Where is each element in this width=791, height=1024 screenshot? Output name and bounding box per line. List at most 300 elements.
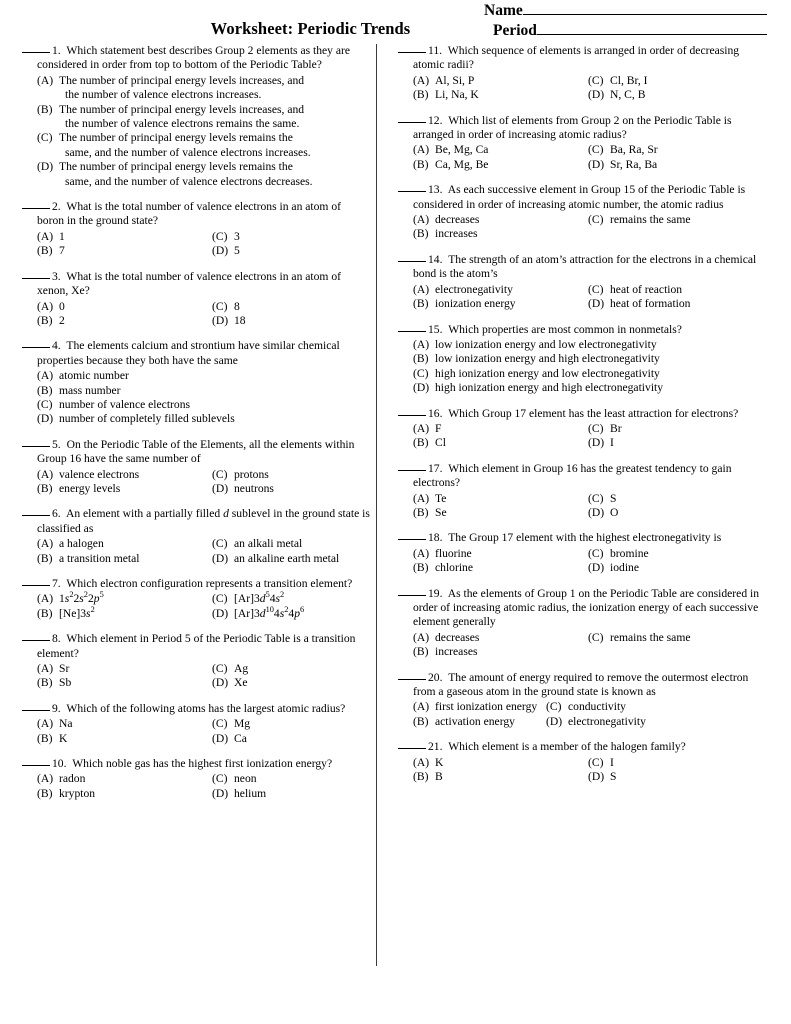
option-letter: (C) — [588, 143, 604, 157]
answer-option[interactable] — [413, 213, 588, 227]
option-text-continued: the number of valence electrons increases. — [65, 88, 262, 102]
option-letter: (B) — [37, 676, 53, 690]
option-text: $1s^22s^22p^5$ — [59, 590, 104, 606]
answer-blank[interactable] — [22, 208, 50, 209]
option-letter: (B) — [413, 645, 429, 659]
option-text: high ionization energy and high electronegativity — [435, 381, 664, 395]
answer-options — [22, 300, 370, 329]
question-text: Which list of elements from Group 2 on the Periodic Table is arranged in order of increasing atomic radius? — [413, 113, 732, 142]
option-letter: (C) — [546, 700, 562, 714]
option-letter: (B) — [37, 313, 53, 327]
option-text: protons — [234, 467, 269, 481]
option-letter: (A) — [413, 143, 430, 157]
question-stem — [398, 740, 770, 754]
option-text: 3 — [234, 229, 240, 243]
answer-option[interactable] — [212, 787, 370, 801]
answer-option[interactable] — [212, 717, 370, 731]
answer-blank[interactable] — [398, 52, 426, 53]
question-number: 13. — [428, 183, 443, 197]
option-text: Te — [435, 491, 447, 505]
option-text: 2 — [59, 313, 65, 327]
answer-blank[interactable] — [398, 748, 426, 749]
option-letter: (B) — [413, 227, 429, 241]
answer-blank[interactable] — [22, 278, 50, 279]
name-label: Name — [484, 2, 523, 19]
answer-option[interactable] — [37, 160, 370, 189]
answer-option[interactable] — [37, 772, 212, 786]
answer-option[interactable] — [37, 314, 212, 328]
option-text: I — [610, 755, 614, 769]
question-text: Which element in Group 16 has the greatest tendency to gain electrons? — [413, 461, 732, 490]
question-stem — [22, 438, 370, 467]
option-text: Na — [59, 717, 73, 731]
question-item — [398, 407, 770, 451]
column-divider — [376, 44, 377, 966]
option-text: increases — [435, 645, 478, 659]
answer-option[interactable] — [588, 213, 770, 227]
answer-option[interactable] — [212, 468, 370, 482]
option-text: Sr, Ra, Ba — [610, 157, 658, 171]
period-label: Period — [493, 22, 537, 39]
name-field-row — [484, 1, 767, 20]
option-letter: (D) — [588, 505, 605, 519]
answer-option[interactable] — [212, 482, 370, 496]
option-text: Ca, Mg, Be — [435, 157, 489, 171]
option-letter: (A) — [37, 592, 54, 606]
answer-option[interactable] — [212, 537, 370, 551]
option-letter: (C) — [588, 546, 604, 560]
option-text: helium — [234, 786, 267, 800]
answer-option[interactable] — [212, 230, 370, 244]
option-letter: (A) — [37, 73, 54, 87]
question-stem — [398, 531, 770, 545]
answer-option[interactable] — [413, 436, 588, 450]
answer-option[interactable] — [37, 300, 212, 314]
question-number: 12. — [428, 113, 443, 127]
option-letter: (D) — [212, 786, 229, 800]
answer-option[interactable] — [37, 717, 212, 731]
option-letter: (A) — [413, 546, 430, 560]
question-item — [398, 44, 770, 103]
option-text: fluorine — [435, 546, 472, 560]
option-letter: (A) — [37, 467, 54, 481]
option-text: S — [610, 491, 617, 505]
option-letter: (B) — [413, 770, 429, 784]
name-input-line[interactable] — [523, 1, 767, 15]
question-item — [398, 183, 770, 242]
answer-option[interactable] — [413, 645, 588, 659]
answer-option[interactable] — [37, 552, 212, 566]
answer-option[interactable] — [413, 88, 588, 102]
answer-option[interactable] — [37, 230, 212, 244]
option-letter: (C) — [588, 282, 604, 296]
question-item — [22, 702, 370, 746]
option-letter: (D) — [212, 481, 229, 495]
option-text: Cl, Br, I — [610, 73, 648, 87]
option-letter: (A) — [37, 772, 54, 786]
answer-option[interactable] — [588, 492, 770, 506]
answer-option[interactable] — [212, 244, 370, 258]
option-text: Al, Si, P — [435, 73, 475, 87]
answer-options — [22, 592, 370, 621]
option-letter: (C) — [212, 537, 228, 551]
option-text: iodine — [610, 561, 639, 575]
option-text: 18 — [234, 313, 246, 327]
option-letter: (D) — [212, 676, 229, 690]
answer-option[interactable] — [413, 367, 770, 381]
question-number: 11. — [428, 44, 443, 57]
option-letter: (A) — [413, 213, 430, 227]
answer-option[interactable] — [37, 604, 212, 621]
question-stem — [22, 339, 370, 368]
option-letter: (C) — [37, 397, 53, 411]
question-number: 18. — [428, 531, 443, 545]
question-item — [398, 531, 770, 575]
question-item — [398, 740, 770, 784]
question-text: Which element is a member of the halogen family? — [445, 740, 686, 754]
question-stem — [398, 114, 770, 143]
answer-options — [398, 143, 770, 172]
option-text: Ag — [234, 662, 249, 676]
question-number: 1. — [52, 44, 61, 57]
question-item — [22, 438, 370, 497]
option-text: 1 — [59, 229, 65, 243]
question-text: Which sequence of elements is arranged in order of decreasing atomic radii? — [413, 44, 740, 72]
option-text: decreases — [435, 213, 480, 227]
question-number: 19. — [428, 586, 443, 600]
option-letter: (D) — [588, 157, 605, 171]
answer-option[interactable] — [37, 662, 212, 676]
option-text: N, C, B — [610, 88, 646, 102]
answer-option[interactable] — [413, 143, 588, 157]
answer-option[interactable] — [37, 369, 370, 383]
option-letter: (A) — [37, 537, 54, 551]
option-text: 8 — [234, 299, 240, 313]
question-text: Which Group 17 element has the least attraction for electrons? — [445, 406, 739, 420]
answer-option[interactable] — [37, 537, 212, 551]
answer-options — [398, 756, 770, 785]
answer-option[interactable] — [37, 732, 212, 746]
answer-option[interactable] — [212, 314, 370, 328]
answer-option[interactable] — [37, 244, 212, 258]
answer-option[interactable] — [413, 381, 770, 395]
option-text: an alkaline earth metal — [234, 551, 340, 565]
option-text: 5 — [234, 244, 240, 258]
answer-option[interactable] — [413, 715, 546, 729]
question-stem — [22, 632, 370, 661]
answer-option[interactable] — [212, 300, 370, 314]
option-text: The number of principal energy levels increases, and — [59, 102, 305, 116]
answer-option[interactable] — [37, 384, 370, 398]
option-text: Ca — [234, 731, 247, 745]
answer-option[interactable] — [413, 492, 588, 506]
answer-option[interactable] — [37, 468, 212, 482]
question-column-left — [22, 44, 370, 801]
option-letter: (D) — [413, 381, 430, 395]
question-item — [398, 253, 770, 312]
question-text: As the elements of Group 1 on the Periodic Table are considered in order of increasing atomic radius, the ionization energy of each successive element generally — [413, 586, 760, 629]
option-letter: (A) — [37, 662, 54, 676]
answer-option[interactable] — [37, 131, 370, 160]
answer-options — [398, 213, 770, 242]
option-letter: (A) — [413, 755, 430, 769]
question-text: Which electron configuration represents a transition element? — [63, 577, 353, 590]
option-text: heat of reaction — [610, 282, 683, 296]
option-letter: (D) — [212, 244, 229, 258]
student-info-block — [484, 1, 767, 41]
option-text: high ionization energy and low electronegativity — [435, 366, 660, 380]
answer-option[interactable] — [212, 552, 370, 566]
answer-option[interactable] — [413, 631, 588, 645]
question-number: 4. — [52, 339, 61, 353]
answer-option[interactable] — [413, 283, 588, 297]
answer-option[interactable] — [37, 787, 212, 801]
answer-blank[interactable] — [22, 347, 50, 348]
answer-option[interactable] — [212, 772, 370, 786]
option-text: F — [435, 421, 442, 435]
question-number: 3. — [52, 269, 61, 283]
question-number: 8. — [52, 632, 61, 646]
answer-option[interactable] — [37, 74, 370, 103]
question-number: 17. — [428, 461, 443, 475]
answer-option[interactable] — [413, 756, 588, 770]
question-item — [22, 44, 370, 189]
answer-option[interactable] — [588, 88, 770, 102]
option-text: atomic number — [59, 369, 129, 383]
answer-blank[interactable] — [22, 446, 50, 447]
answer-option[interactable] — [37, 676, 212, 690]
answer-option[interactable] — [37, 412, 370, 426]
option-letter: (B) — [413, 352, 429, 366]
answer-blank[interactable] — [22, 765, 50, 766]
question-text: As each successive element in Group 15 of the Periodic Table is considered in order of increasing atomic number, the atomic radius — [413, 183, 746, 211]
answer-option[interactable] — [413, 74, 588, 88]
option-text: an alkali metal — [234, 537, 303, 551]
answer-option[interactable] — [212, 662, 370, 676]
question-item — [22, 270, 370, 329]
question-number: 16. — [428, 406, 443, 420]
answer-option[interactable] — [588, 143, 770, 157]
option-text: remains the same — [610, 630, 691, 644]
answer-blank[interactable] — [398, 191, 426, 192]
answer-blank[interactable] — [398, 539, 426, 540]
option-text: heat of formation — [610, 297, 691, 311]
answer-blank[interactable] — [398, 122, 426, 123]
answer-option[interactable] — [588, 283, 770, 297]
answer-options — [22, 662, 370, 691]
question-text: The amount of energy required to remove the outermost electron from a gaseous atom in the ground state is known as — [413, 670, 749, 699]
question-stem — [398, 253, 770, 282]
question-text: The Group 17 element with the highest electronegativity is — [445, 531, 722, 545]
option-letter: (D) — [588, 770, 605, 784]
option-letter: (D) — [546, 714, 563, 728]
answer-option[interactable] — [413, 770, 588, 784]
option-letter: (B) — [413, 88, 429, 102]
answer-option[interactable] — [413, 422, 588, 436]
question-number: 5. — [52, 437, 61, 451]
answer-options — [22, 717, 370, 746]
option-letter: (A) — [37, 229, 54, 243]
question-text: Which properties are most common in nonmetals? — [445, 322, 682, 336]
answer-blank[interactable] — [398, 415, 426, 416]
answer-option[interactable] — [37, 398, 370, 412]
answer-blank[interactable] — [22, 585, 50, 586]
answer-options — [398, 422, 770, 451]
question-stem — [22, 507, 370, 536]
option-letter: (C) — [588, 213, 604, 227]
option-text: a transition metal — [59, 551, 140, 565]
option-text-continued: same, and the number of valence electrons decreases. — [65, 174, 313, 188]
answer-blank[interactable] — [398, 261, 426, 262]
option-letter: (C) — [588, 73, 604, 87]
answer-option[interactable] — [413, 297, 588, 311]
option-letter: (A) — [413, 282, 430, 296]
option-text: chlorine — [435, 561, 473, 575]
option-letter: (B) — [37, 481, 53, 495]
question-text: Which statement best describes Group 2 elements as they are considered in order from top to bottom of the Periodic Table? — [37, 44, 351, 72]
answer-option[interactable] — [37, 103, 370, 132]
answer-blank[interactable] — [22, 52, 50, 53]
answer-option[interactable] — [588, 436, 770, 450]
answer-option[interactable] — [588, 561, 770, 575]
answer-option[interactable] — [413, 561, 588, 575]
answer-option[interactable] — [588, 158, 770, 172]
question-stem — [22, 44, 370, 73]
option-letter: (C) — [212, 299, 228, 313]
option-letter: (A) — [37, 299, 54, 313]
question-text: What is the total number of valence electrons in an atom of boron in the ground state? — [37, 200, 342, 228]
answer-option[interactable] — [212, 592, 370, 606]
period-input-line[interactable] — [537, 21, 767, 35]
answer-option[interactable] — [212, 676, 370, 690]
question-stem — [398, 671, 770, 700]
option-text: B — [435, 770, 443, 784]
answer-option[interactable] — [413, 547, 588, 561]
answer-blank[interactable] — [398, 470, 426, 471]
question-stem — [398, 323, 770, 337]
option-text: Br — [610, 421, 622, 435]
worksheet-header — [0, 0, 791, 42]
answer-blank[interactable] — [22, 515, 50, 516]
option-letter: (D) — [212, 313, 229, 327]
answer-options — [22, 230, 370, 259]
page-title: Worksheet: Periodic Trends — [210, 19, 411, 38]
answer-option[interactable] — [588, 770, 770, 784]
option-letter: (A) — [413, 630, 430, 644]
answer-option[interactable] — [212, 732, 370, 746]
option-text: K — [435, 755, 444, 769]
question-stem — [22, 757, 370, 771]
answer-option[interactable] — [588, 506, 770, 520]
option-text: krypton — [59, 786, 96, 800]
option-text: electronegativity — [435, 282, 513, 296]
option-text: $[Ar]3d^54s^2$ — [234, 590, 285, 606]
answer-blank[interactable] — [398, 331, 426, 332]
answer-option[interactable] — [413, 158, 588, 172]
option-letter: (B) — [37, 383, 53, 397]
question-item — [398, 587, 770, 660]
answer-option[interactable] — [588, 547, 770, 561]
answer-options — [398, 338, 770, 396]
option-text: 7 — [59, 244, 65, 258]
option-letter: (C) — [588, 491, 604, 505]
question-stem — [22, 200, 370, 229]
option-letter: (B) — [413, 561, 429, 575]
option-text: $[Ar]3d^{10}4s^24p^6$ — [234, 604, 305, 620]
option-text: I — [610, 436, 614, 450]
answer-blank[interactable] — [398, 595, 426, 596]
question-text: On the Periodic Table of the Elements, all the elements within Group 16 have the same number of — [37, 437, 355, 466]
option-letter: (C) — [212, 717, 228, 731]
option-text: conductivity — [568, 700, 626, 714]
option-text: Sb — [59, 676, 72, 690]
answer-option[interactable] — [588, 422, 770, 436]
option-letter: (B) — [37, 786, 53, 800]
option-letter: (C) — [588, 755, 604, 769]
option-text: bromine — [610, 546, 649, 560]
question-item — [22, 200, 370, 259]
answer-option[interactable] — [212, 604, 370, 621]
answer-options — [22, 537, 370, 566]
option-letter: (A) — [37, 717, 54, 731]
answer-option[interactable] — [413, 700, 546, 714]
answer-option[interactable] — [588, 756, 770, 770]
answer-option[interactable] — [37, 592, 212, 606]
answer-option[interactable] — [546, 715, 770, 729]
option-text: K — [59, 731, 68, 745]
question-number: 20. — [428, 670, 443, 684]
option-text: activation energy — [435, 714, 515, 728]
question-stem — [22, 270, 370, 299]
option-text: number of completely filled sublevels — [59, 412, 235, 426]
answer-blank[interactable] — [22, 640, 50, 641]
option-letter: (D) — [212, 551, 229, 565]
answer-option[interactable] — [546, 700, 770, 714]
question-item — [22, 632, 370, 691]
answer-options — [22, 468, 370, 497]
answer-blank[interactable] — [22, 710, 50, 711]
option-letter: (C) — [588, 630, 604, 644]
question-item — [22, 577, 370, 621]
option-text: ionization energy — [435, 297, 516, 311]
question-item — [398, 114, 770, 173]
answer-option[interactable] — [588, 631, 770, 645]
option-letter: (B) — [37, 244, 53, 258]
question-number: 15. — [428, 322, 443, 336]
answer-option[interactable] — [413, 227, 588, 241]
answer-blank[interactable] — [398, 679, 426, 680]
option-letter: (C) — [212, 772, 228, 786]
option-letter: (B) — [413, 505, 429, 519]
answer-option[interactable] — [413, 338, 770, 352]
option-letter: (C) — [413, 366, 429, 380]
question-text: The strength of an atom’s attraction for the electrons in a chemical bond is the atom’s — [413, 252, 757, 281]
answer-option[interactable] — [37, 482, 212, 496]
answer-options — [22, 772, 370, 801]
option-letter: (D) — [588, 297, 605, 311]
answer-option[interactable] — [588, 297, 770, 311]
answer-options — [22, 369, 370, 427]
option-text: first ionization energy — [435, 700, 538, 714]
answer-option[interactable] — [588, 74, 770, 88]
question-stem — [22, 702, 370, 716]
option-text: low ionization energy and low electronegativity — [435, 337, 657, 351]
option-letter: (B) — [413, 436, 429, 450]
option-text: Ba, Ra, Sr — [610, 143, 658, 157]
answer-option[interactable] — [413, 352, 770, 366]
answer-option[interactable] — [413, 506, 588, 520]
option-text-continued: same, and the number of valence electrons increases. — [65, 145, 311, 159]
